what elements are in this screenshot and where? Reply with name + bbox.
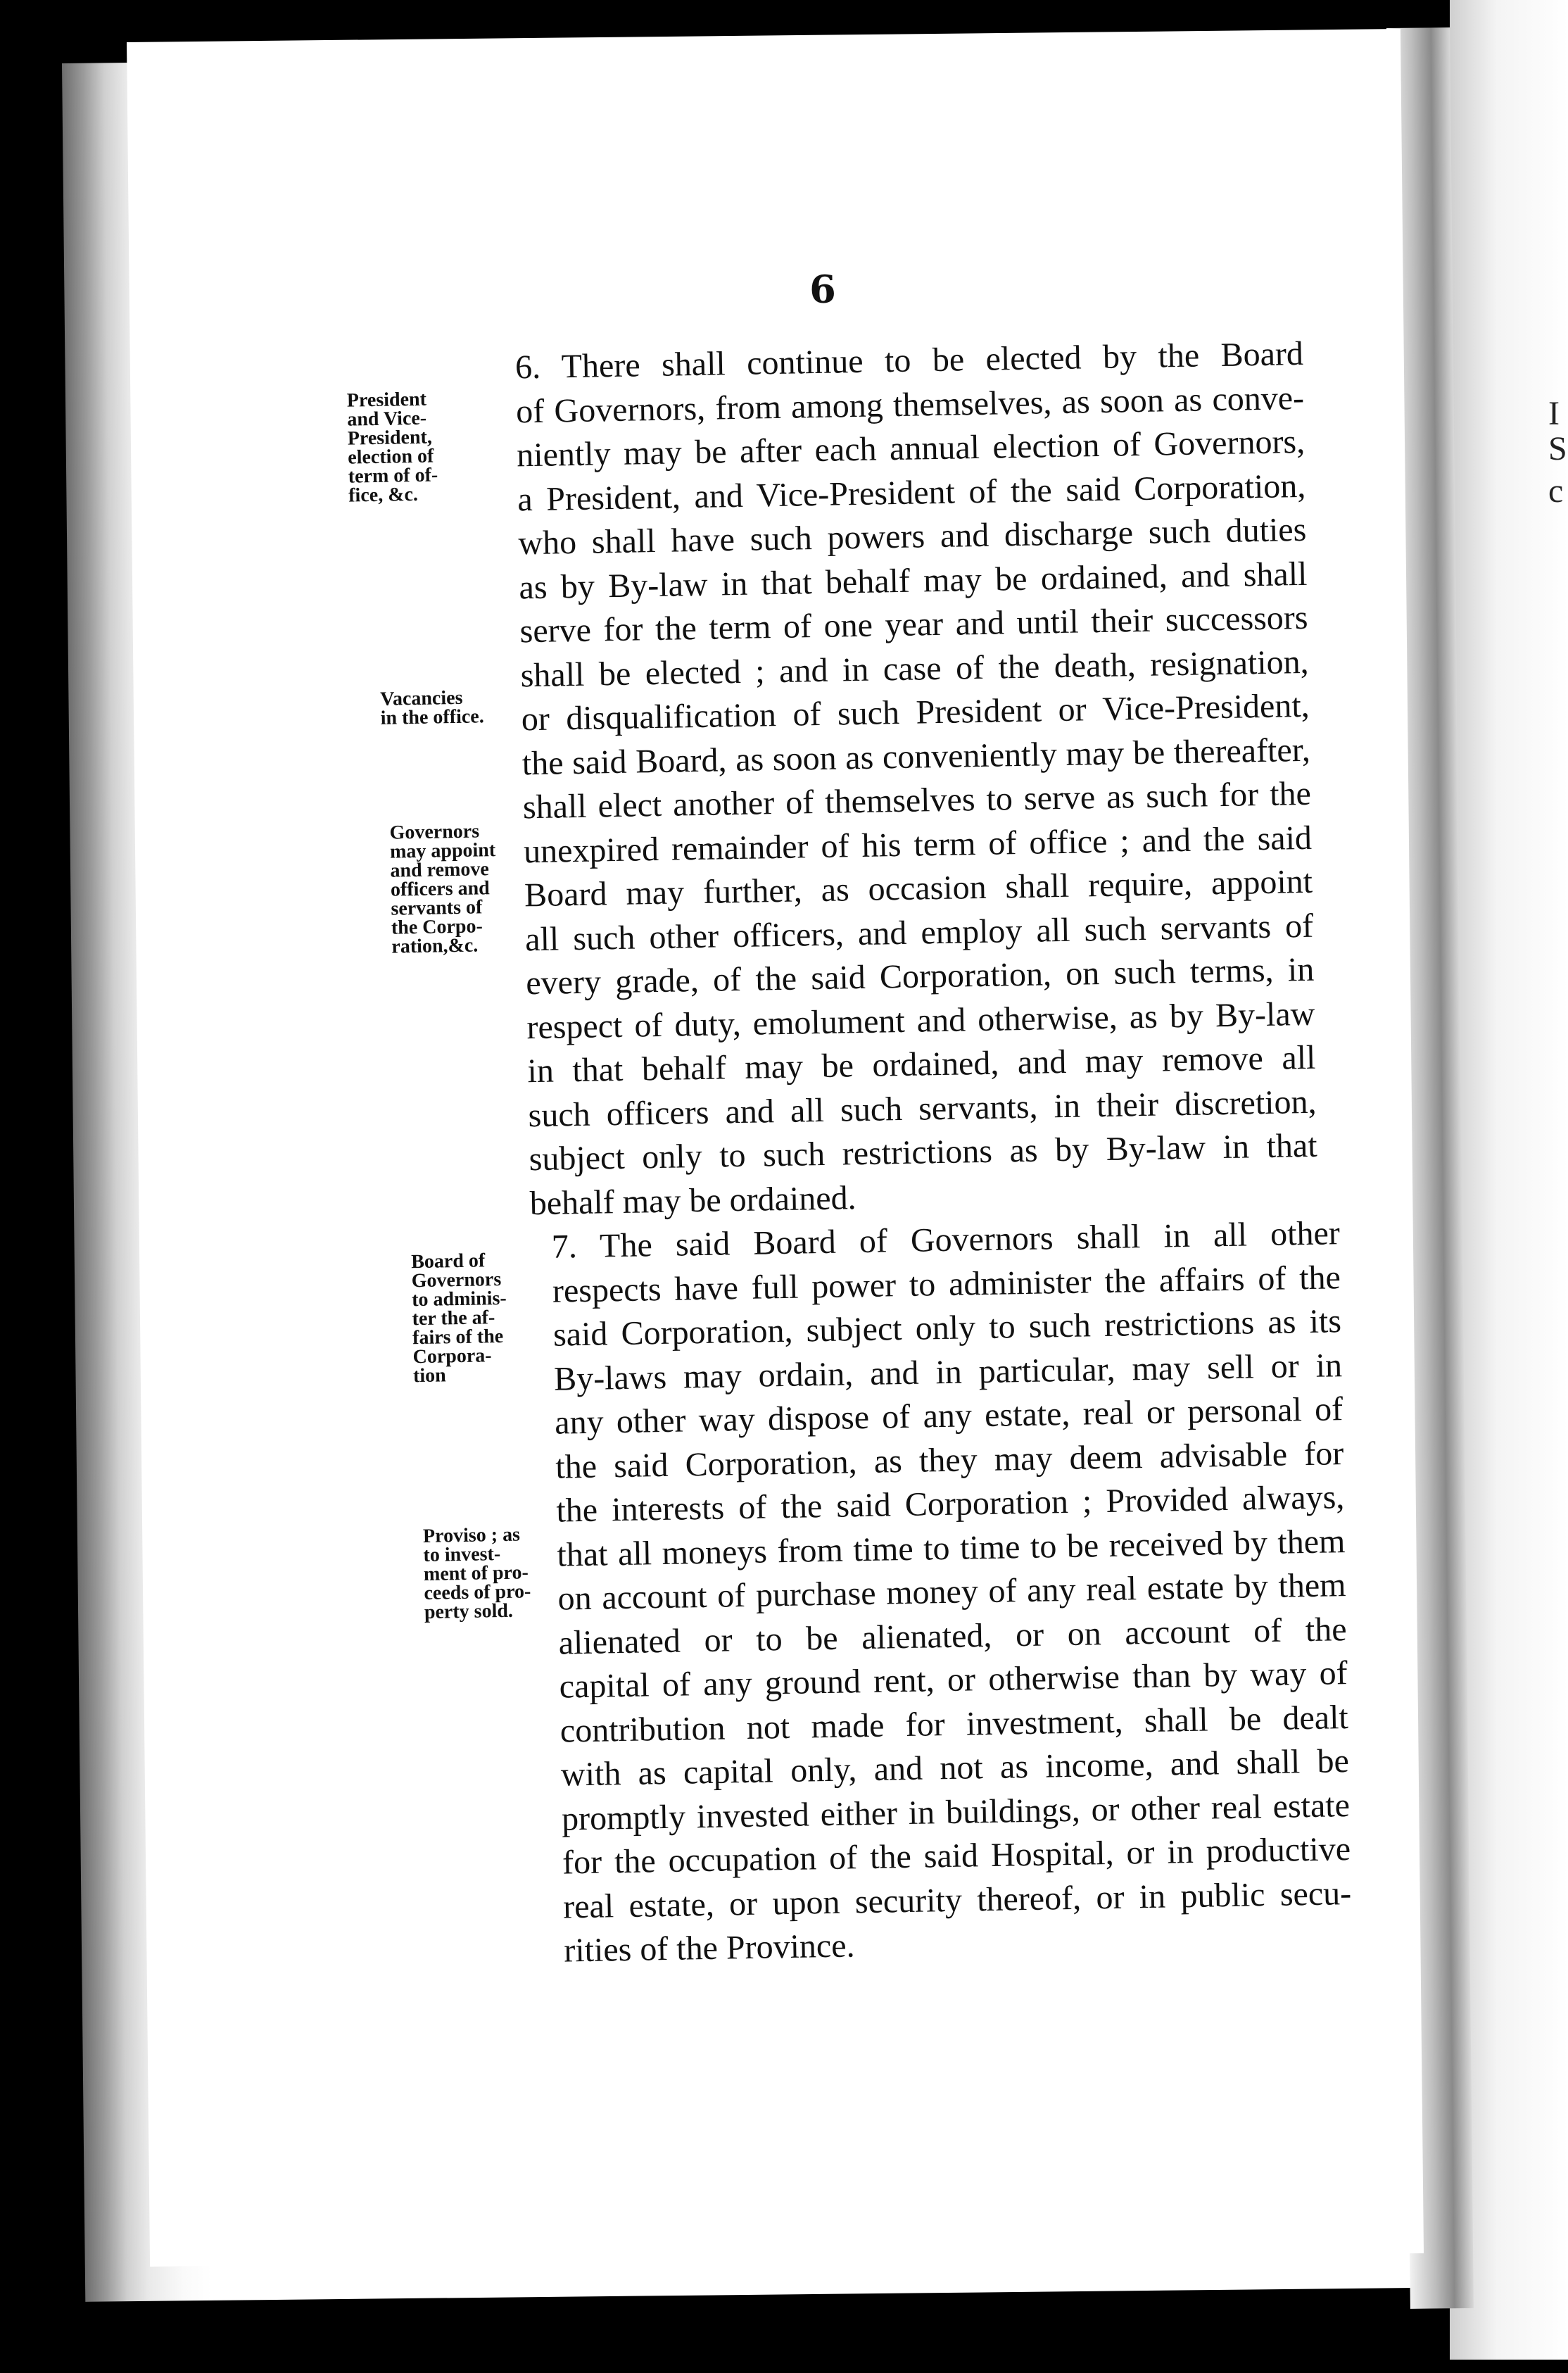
sidenote-line: to adminis- — [411, 1287, 507, 1311]
text-line: capital of any ground rent, or otherwise than by way of — [559, 1654, 1348, 1706]
sidenote-line: fairs of the — [412, 1325, 504, 1349]
text-line: such officers and all such servants, in their discretion, — [528, 1083, 1317, 1134]
text-line: 6. There shall continue to be elected by the Board — [514, 334, 1304, 386]
text-line: subject only to such restrictions as by By-law in that — [529, 1126, 1317, 1178]
sidenote-president — [347, 389, 511, 505]
text-line: rities of the Province. — [563, 1927, 855, 1970]
page-number: 6 — [809, 266, 837, 313]
text-line: the interests of the said Corporation ; Provided always, — [555, 1478, 1345, 1530]
sidenote-line: Board of — [410, 1250, 486, 1273]
text-line: who shall have such powers and discharge such duties — [517, 510, 1307, 562]
sidenote-line: Proviso ; as — [422, 1523, 521, 1547]
text-line: By-laws may ordain, and in particular, may sell or in — [553, 1346, 1343, 1398]
text-line: alienated or to be alienated, or on account of the — [558, 1610, 1347, 1662]
section-6-paragraph — [515, 332, 1319, 1226]
text-line: in that behalf may be ordained, and may remove all — [527, 1038, 1316, 1090]
text-line: the said Corporation, as they may deem advisable for — [555, 1434, 1344, 1486]
text-line: as by By-law in that behalf may be ordained, and shall — [519, 555, 1308, 606]
adjacent-page-fragment: I — [1548, 395, 1560, 432]
sidenote-line: President — [346, 388, 427, 412]
text-line: shall elect another of themselves to serve as such for the — [522, 774, 1312, 826]
text-line: all such other officers, and employ all such servants of — [524, 907, 1314, 958]
sidenote-line: servants of — [391, 896, 483, 920]
text-line: 7. The said Board of Governors shall in all other — [551, 1214, 1341, 1266]
text-line: serve for the term of one year and until their successors — [519, 598, 1308, 650]
sidenote-line: may appoint — [389, 839, 496, 863]
sidenote-vacancies — [380, 687, 543, 728]
sidenote-line: ment of pro- — [423, 1561, 529, 1585]
text-line: behalf may be ordained. — [529, 1178, 857, 1222]
text-line: unexpired remainder of his term of office ; and the said — [523, 819, 1313, 870]
text-line: or disqualification of such President or Vice-President, — [521, 686, 1310, 738]
text-line: with as capital only, and not as income, and shall be — [560, 1742, 1350, 1794]
text-line: real estate, or upon security thereof, or in public secu- — [562, 1874, 1352, 1926]
text-line: of Governors, from among themselves, as soon as conve- — [515, 379, 1305, 430]
sidenote-line: Corpora- — [412, 1345, 492, 1368]
text-line: shall be elected ; and in case of the death, resignation, — [520, 643, 1309, 694]
adjacent-page-fragment: c — [1548, 472, 1564, 510]
text-line: any other way dispose of any estate, real or personal of — [554, 1390, 1343, 1442]
sidenote-line: and remove — [390, 858, 490, 882]
adjacent-page-fragment: S — [1548, 430, 1567, 467]
text-line: for the occupation of the said Hospital, or in productive — [562, 1830, 1351, 1882]
sidenote-line: fice, &c. — [348, 483, 419, 507]
text-line: respects have full power to administer the affairs of the — [552, 1258, 1341, 1310]
sidenote-line: ceeds of pro- — [424, 1580, 531, 1604]
section-7-paragraph — [551, 1211, 1352, 1973]
sidenote-line: election of — [348, 445, 434, 469]
text-line: niently may be after each annual election of Governors, — [516, 422, 1305, 474]
sidenote-line: tion — [412, 1364, 447, 1387]
sidenote-line: officers and — [390, 877, 491, 901]
sidenote-line: the Corpo- — [391, 915, 483, 939]
sidenote-line: in the office. — [380, 705, 484, 729]
text-line: on account of purchase money of any real estate by them — [557, 1566, 1346, 1618]
text-line: that all moneys from time to time to be received by them — [557, 1522, 1346, 1574]
sidenote-line: President, — [347, 426, 433, 450]
sidenote-line: ter the af- — [412, 1307, 495, 1330]
sidenote-line: Governors — [389, 820, 480, 844]
sidenote-line: term of of- — [348, 464, 438, 488]
text-line: a President, and Vice-President of the said Corporation, — [517, 467, 1306, 518]
text-line: contribution not made for investment, shall be dealt — [559, 1698, 1349, 1750]
text-line: said Corporation, subject only to such restrictions as its — [552, 1302, 1342, 1354]
sidenote-line: Governors — [411, 1268, 502, 1292]
sidenote-line: Vacancies — [379, 686, 463, 710]
text-line: Board may further, as occasion shall require, appoint — [524, 862, 1313, 914]
text-line: promptly invested either in buildings, or other real estate — [561, 1786, 1351, 1838]
text-line: the said Board, as soon as conveniently may be thereafter, — [521, 731, 1311, 782]
sidenote-line: ration,&c. — [391, 934, 479, 958]
sidenote-line: perty sold. — [424, 1599, 514, 1623]
text-line: respect of duty, emolument and otherwise, as by By-law — [526, 995, 1315, 1046]
sidenote-board-administer — [411, 1250, 575, 1385]
text-line: every grade, of the said Corporation, on such terms, in — [525, 950, 1315, 1002]
sidenote-line: to invest- — [423, 1543, 501, 1566]
sidenote-line: and Vice- — [347, 407, 427, 431]
